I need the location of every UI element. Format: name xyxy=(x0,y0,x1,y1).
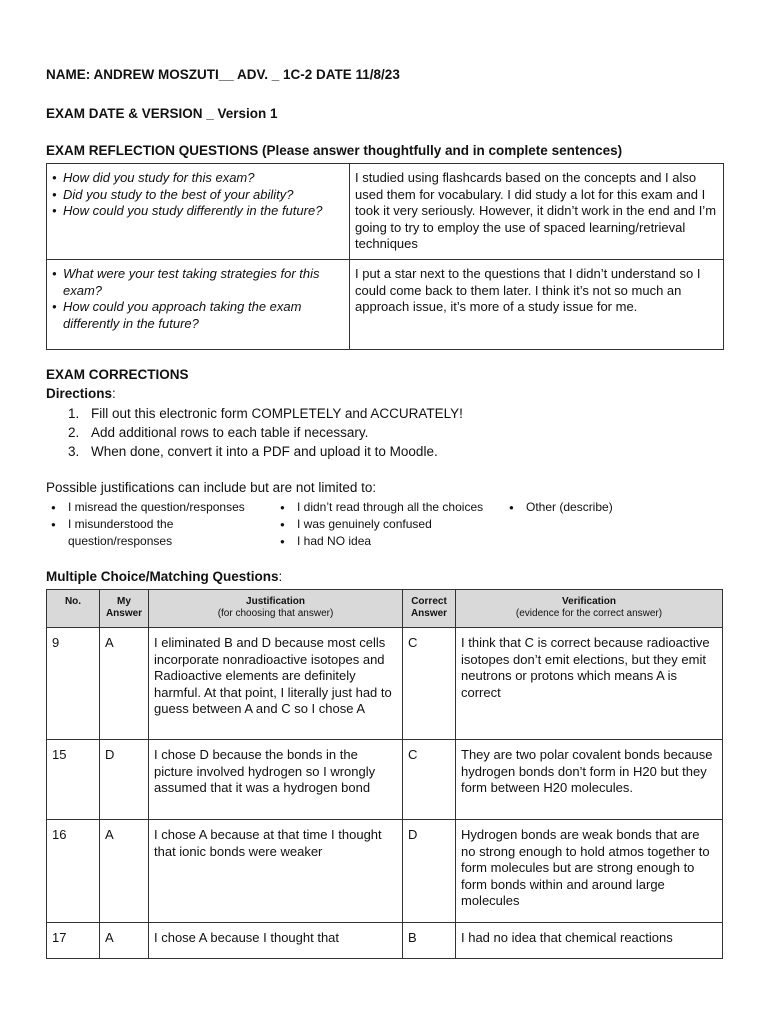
reflection-questions-cell xyxy=(47,260,350,350)
reflection-question: ● How did you study for this exam? xyxy=(52,170,343,187)
reflection-question: ● What were your test taking strategies for this exam? xyxy=(52,266,343,299)
mc-header-row xyxy=(47,590,723,628)
justification-cell[interactable]: I chose A because at that time I thought that ionic bonds were weaker xyxy=(149,820,403,923)
reflection-answer-cell[interactable]: I studied using flashcards based on the concepts and I also used them for vocabulary. I did study a lot for this exam and I took it very seriously. However, it didn’t work in the end and I’m going to try to employ the use of spaced learning/retrieval techniques xyxy=(350,164,724,260)
verification-cell[interactable]: I think that C is correct because radioactive isotopes don’t emit elections, but they emit neutrons or protons which means A is correct xyxy=(456,628,723,740)
direction-item: 1. Fill out this electronic form COMPLETELY and ACCURATELY! xyxy=(68,406,463,421)
exam-corrections-title: EXAM CORRECTIONS xyxy=(46,367,189,382)
name-line: NAME: ANDREW MOSZUTI__ ADV. _ 1C-2 DATE 11/8/23 xyxy=(46,67,400,82)
header-justification: Justification (for choosing that answer) xyxy=(149,590,403,628)
table-row xyxy=(47,740,723,820)
reflection-questions-cell xyxy=(47,164,350,260)
justification-option: ● I was genuinely confused xyxy=(275,516,515,533)
correct-answer-cell[interactable]: B xyxy=(403,922,456,959)
justification-option: ● I misunderstood the question/responses xyxy=(46,516,178,550)
reflection-title: EXAM REFLECTION QUESTIONS (Please answer thoughtfully and in complete sentences) xyxy=(46,143,623,158)
table-row xyxy=(47,922,723,959)
reflection-row xyxy=(47,164,724,260)
question-number: 16 xyxy=(47,820,100,923)
correct-answer-cell[interactable]: C xyxy=(403,628,456,740)
reflection-question: ● Did you study to the best of your ability? xyxy=(52,187,343,204)
my-answer-cell[interactable]: D xyxy=(100,740,149,820)
correct-answer-cell[interactable]: C xyxy=(403,740,456,820)
table-row xyxy=(47,820,723,923)
my-answer-cell[interactable]: A xyxy=(100,922,149,959)
justification-option: ● Other (describe) xyxy=(504,499,664,516)
directions-list xyxy=(46,404,463,461)
mc-corrections-table xyxy=(46,589,723,959)
header-my-answer: My Answer xyxy=(100,590,149,628)
my-answer-cell[interactable]: A xyxy=(100,628,149,740)
reflection-question: ● How could you approach taking the exam differently in the future? xyxy=(52,299,343,332)
justification-option: ● I had NO idea xyxy=(275,533,515,550)
justifications-intro: Possible justifications can include but are not limited to: xyxy=(46,480,377,495)
justification-cell[interactable]: I chose A because I thought that xyxy=(149,922,403,959)
directions-label: Directions: xyxy=(46,386,116,401)
reflection-question: ● How could you study differently in the future? xyxy=(52,203,343,220)
table-row xyxy=(47,628,723,740)
header-verification: Verification (evidence for the correct answer) xyxy=(456,590,723,628)
justification-cell[interactable]: I eliminated B and D because most cells incorporate nonradioactive isotopes and Radioactive elements are definitely harmful. At that point, I literally just had to guess between A and C so I chose A xyxy=(149,628,403,740)
justification-option: ● I misread the question/responses xyxy=(46,499,256,516)
header-no: No. xyxy=(47,590,100,628)
justification-option: ● I didn’t read through all the choices xyxy=(275,499,515,516)
justification-column-1 xyxy=(46,499,256,550)
header-correct-answer: Correct Answer xyxy=(403,590,456,628)
question-number: 15 xyxy=(47,740,100,820)
verification-cell[interactable]: I had no idea that chemical reactions xyxy=(456,922,723,959)
my-answer-cell[interactable]: A xyxy=(100,820,149,923)
justification-column-3 xyxy=(504,499,664,516)
justification-column-2 xyxy=(275,499,515,550)
question-number: 9 xyxy=(47,628,100,740)
correct-answer-cell[interactable]: D xyxy=(403,820,456,923)
mc-section-title: Multiple Choice/Matching Questions: xyxy=(46,569,283,584)
direction-item: 2. Add additional rows to each table if necessary. xyxy=(68,425,369,440)
reflection-row xyxy=(47,260,724,350)
justification-cell[interactable]: I chose D because the bonds in the picture involved hydrogen so I wrongly assumed that it was a hydrogen bond xyxy=(149,740,403,820)
reflection-table xyxy=(46,163,724,350)
reflection-answer-cell[interactable]: I put a star next to the questions that I didn’t understand so I could come back to them later. I think it’s not so much an approach issue, it’s more of a study issue for me. xyxy=(350,260,724,350)
question-number: 17 xyxy=(47,922,100,959)
exam-date-version-line: EXAM DATE & VERSION _ Version 1 xyxy=(46,106,278,121)
direction-item: 3. When done, convert it into a PDF and upload it to Moodle. xyxy=(68,444,438,459)
verification-cell[interactable]: They are two polar covalent bonds because hydrogen bonds don’t form in H20 but they form between H20 molecules. xyxy=(456,740,723,820)
verification-cell[interactable]: Hydrogen bonds are weak bonds that are no strong enough to hold atmos together to form molecules but are strong enough to form bonds within and around large molecules xyxy=(456,820,723,923)
